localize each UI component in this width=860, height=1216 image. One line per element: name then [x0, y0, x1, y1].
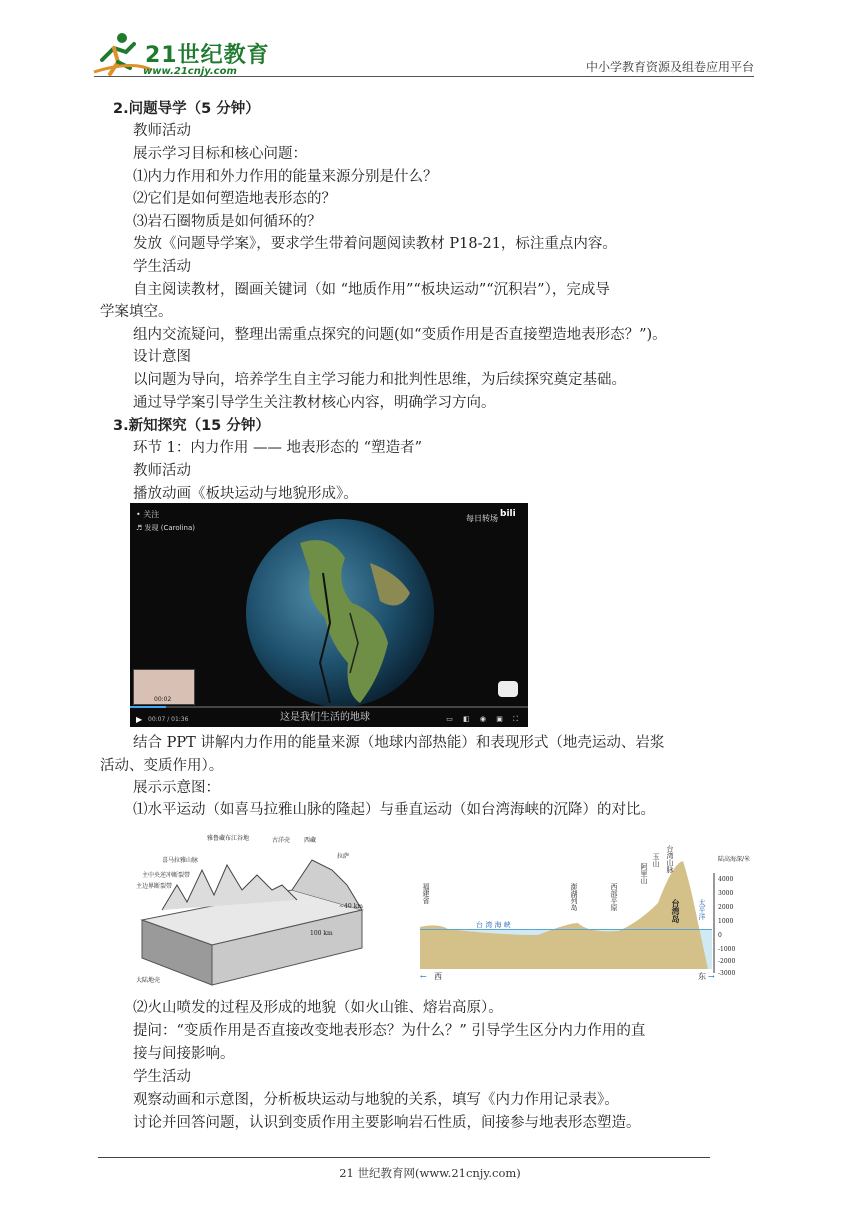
diagram-label: 西藏	[304, 837, 317, 844]
thumbnail-time: 00:02	[154, 696, 172, 703]
paragraph: 组内交流疑问，整理出需重点探究的问题(如“变质作用是否直接塑造地表形态？”)。	[133, 327, 667, 343]
paragraph: 展示示意图：	[133, 780, 220, 796]
diagram-label: 100 km	[310, 930, 333, 937]
paragraph: 提问：“变质作用是否直接改变地表形态？为什么？” 引导学生区分内力作用的直	[133, 1023, 646, 1039]
diagram-label: 古洋壳	[272, 837, 291, 844]
subheading: 学生活动	[133, 259, 191, 275]
page-header	[0, 0, 860, 80]
place-label: 福建省	[422, 883, 430, 904]
place-label: 台湾岛	[671, 899, 681, 923]
channel-follow[interactable]: • 关注	[136, 510, 160, 519]
paragraph: 观察动画和示意图，分析板块运动与地貌的关系，填写《内力作用记录表》。	[133, 1092, 619, 1108]
paragraph: 接与间接影响。	[133, 1046, 235, 1062]
paragraph: 讨论并回答问题，认识到变质作用主要影响岩石性质，间接参与地表形态塑造。	[133, 1115, 641, 1131]
question-item: ⑴内力作用和外力作用的能量来源分别是什么？	[133, 169, 438, 185]
axis-tick: 3000	[718, 890, 734, 897]
diagram-label: 雅鲁藏布江谷地	[207, 835, 250, 842]
place-label: 玉山	[652, 853, 660, 867]
axis-tick: -2000	[718, 958, 736, 965]
diagram-label: 主中央逆冲断裂带	[142, 872, 191, 879]
diagram-label: 喜马拉雅山脉	[162, 857, 199, 864]
place-label: 澎湖列岛	[570, 883, 578, 911]
diagram-label: 主边界断裂带	[136, 883, 173, 890]
paragraph: 学案填空。	[100, 304, 173, 320]
paragraph: ⑵火山喷发的过程及形成的地貌（如火山锥、熔岩高原）。	[133, 1000, 503, 1016]
subheading: 学生活动	[133, 1069, 191, 1085]
paragraph: 展示学习目标和核心问题：	[133, 146, 307, 162]
subheading: 教师活动	[133, 463, 191, 479]
question-item: ⑶岩石圈物质是如何循环的？	[133, 214, 322, 230]
diagram-label: 大陆地壳	[136, 977, 161, 984]
diagram-label: 拉萨	[337, 853, 350, 860]
logo-text: 21世纪教育	[145, 43, 270, 68]
place-label: 台湾山脉	[666, 845, 674, 873]
paragraph: 结合 PPT 讲解内力作用的能量来源（地球内部热能）和表现形式（地壳运动、岩浆	[133, 735, 665, 751]
video-time: 00:07 / 01:36	[148, 716, 189, 723]
paragraph: 自主阅读教材，圈画关键词（如 “地质作用”“板块运动”“沉积岩”），完成导	[133, 282, 610, 298]
diagram-label: ~40 km	[339, 903, 363, 910]
place-label: 西部平原	[610, 883, 618, 911]
footer-divider	[98, 1157, 710, 1158]
music-label: ♬ 发现 (Carolina)	[136, 524, 195, 532]
paragraph: 播放动画《板块运动与地貌形成》。	[133, 486, 358, 502]
thumbnail-preview	[133, 669, 195, 705]
video-screenshot	[130, 503, 528, 727]
paragraph: 活动、变质作用）。	[100, 758, 224, 774]
video-subtitle: 这是我们生活的地球	[280, 712, 370, 723]
axis-tick: 0	[718, 932, 722, 939]
channel-label: 每日转场	[466, 514, 498, 523]
player-controls-icon[interactable]: ▭ ◧ ◉ ▣ ⛶	[446, 715, 522, 723]
subheading: 教师活动	[133, 123, 191, 139]
paragraph: ⑴水平运动（如喜马拉雅山脉的隆起）与垂直运动（如台湾海峡的沉降）的对比。	[133, 802, 655, 818]
platform-name: 中小学教育资源及组卷应用平台	[585, 60, 754, 74]
paragraph: 以问题为导向，培养学生自主学习能力和批判性思维，为后续探究奠定基础。	[133, 372, 626, 388]
himalaya-block-diagram	[132, 830, 372, 990]
header-divider	[94, 76, 754, 77]
section-heading: 2.问题导学（5 分钟）	[113, 101, 260, 117]
direction-west-label: 西	[434, 972, 442, 981]
subheading: 环节 1：内力作用 —— 地表形态的 “塑造者”	[133, 440, 422, 456]
strait-label: 台 湾 海 峡	[476, 921, 511, 929]
direction-west: ←	[420, 972, 427, 981]
axis-tick: 2000	[718, 904, 734, 911]
logo-url: www.21cnjy.com	[143, 66, 237, 77]
axis-tick: 4000	[718, 876, 734, 883]
play-icon[interactable]: ▶	[136, 715, 143, 724]
tv-icon[interactable]	[498, 681, 518, 697]
axis-title: 陆高海深/米	[718, 856, 751, 863]
paragraph: 通过导学案引导学生关注教材核心内容，明确学习方向。	[133, 395, 496, 411]
axis-tick: -1000	[718, 946, 736, 953]
progress-fill	[130, 706, 166, 708]
direction-east-label: 东	[698, 972, 706, 981]
direction-east: →	[708, 972, 715, 981]
ocean-label: 太平洋	[698, 899, 706, 920]
place-label: 阿里山	[640, 863, 648, 884]
paragraph: 发放《问题导学案》，要求学生带着问题阅读教材 P18-21，标注重点内容。	[133, 236, 617, 252]
axis-tick: -3000	[718, 970, 736, 977]
bilibili-logo-icon: bili	[500, 509, 516, 519]
taiwan-strait-profile	[418, 843, 758, 983]
section-heading: 3.新知探究（15 分钟）	[113, 418, 270, 434]
axis-tick: 1000	[718, 918, 734, 925]
page-footer: 21 世纪教育网(www.21cnjy.com)	[339, 1166, 521, 1180]
question-item: ⑵它们是如何塑造地表形态的？	[133, 191, 336, 207]
subheading: 设计意图	[133, 349, 191, 365]
